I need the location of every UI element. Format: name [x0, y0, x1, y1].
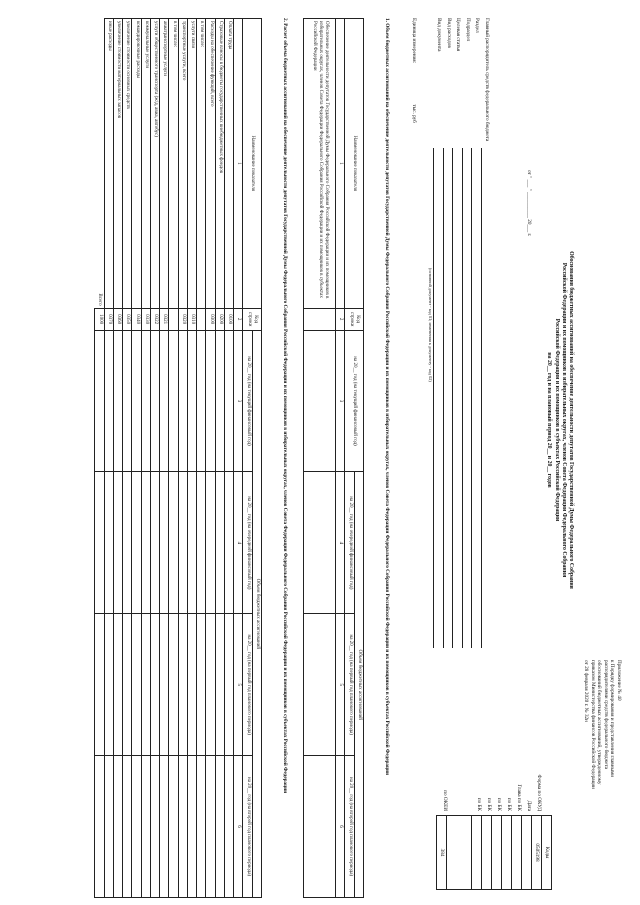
- table-cell: [95, 472, 104, 614]
- col-number: 3: [336, 330, 345, 472]
- title-line: Обоснования бюджетных ассигнований на обеспечение деятельности депутатов Государственной Думы Федерального Собрания: [568, 251, 574, 589]
- field-label: Подраздел: [465, 18, 471, 42]
- table-cell: [304, 472, 336, 614]
- codes-table: [436, 815, 552, 890]
- bk-label: по БК: [496, 797, 502, 811]
- table-cell: [188, 614, 197, 756]
- table-cell: [215, 472, 224, 614]
- unit-label: Единица измерения:: [411, 18, 418, 64]
- col-number: 5: [336, 614, 345, 756]
- table-row: [206, 19, 215, 898]
- table-cell: [123, 472, 132, 614]
- section1-table: [303, 18, 364, 898]
- table-cell: [206, 330, 215, 472]
- row-code: 0100: [225, 308, 234, 330]
- row-name: услуги связи: [188, 19, 197, 309]
- col-header-volume: Объем бюджетных ассигнований: [252, 330, 261, 897]
- glava-label: Глава по БК: [516, 784, 522, 811]
- field-label: Вид расходов: [446, 18, 452, 48]
- row-code: 0330: [141, 308, 150, 330]
- table-cell: [188, 330, 197, 472]
- field-label: Целевая статья: [455, 18, 462, 52]
- date-line: от " ___ " __________ 20___ г.: [526, 170, 532, 237]
- title-line: Российской Федерации и их помощников в избирательных округах, членов Совета Федерации Федерального Собрания: [560, 262, 567, 578]
- table-cell: [206, 472, 215, 614]
- field-line: [481, 148, 482, 648]
- section2-heading: 2. Расчет объема бюджетных ассигнований на обеспечение деятельности депутатов Государственной Думы Федерального Собрания Российской Федерации и их помощников в избирательных округах, членов Совета Федерации Федерального Собрания Российской Федерации и их помощников в субъектах Российской Федерации: [282, 18, 288, 794]
- field-row: [452, 18, 462, 438]
- table-cell: [141, 330, 150, 472]
- table-cell: [132, 330, 141, 472]
- code-cell: [447, 816, 472, 890]
- doc-caption: (основной документ - код 01; изменения к документу - код 02): [428, 268, 433, 382]
- table-cell: [104, 330, 113, 472]
- table-row: [178, 19, 187, 898]
- table-cell: [114, 614, 123, 756]
- col-header-y4: на 20__ год (на второй год планового периода): [345, 756, 354, 898]
- table-cell: [123, 756, 132, 898]
- table-cell: [104, 614, 113, 756]
- appendix-line: распорядителями средств федерального бюджета: [603, 660, 609, 769]
- table-cell: [304, 330, 336, 472]
- table-cell: [114, 330, 123, 472]
- table-cell: [151, 614, 160, 756]
- table-cell: [178, 330, 187, 472]
- field-row: [443, 18, 453, 438]
- table-cell: [169, 330, 178, 472]
- table-cell: [151, 330, 160, 472]
- title-line: Российской Федерации и их помощников в субъектах Российской Федерации: [553, 318, 560, 522]
- table-cell: [206, 614, 215, 756]
- table-cell: [141, 756, 150, 898]
- field-row: [433, 18, 443, 438]
- appendix-note: [583, 660, 622, 890]
- codes-header: Коды: [542, 816, 552, 890]
- table-cell: [304, 756, 336, 898]
- okud-label: Форма по ОКУД: [536, 774, 542, 811]
- table-cell: [178, 472, 187, 614]
- table-cell: [160, 614, 169, 756]
- table-cell: [169, 614, 178, 756]
- okei-label: по ОКЕИ: [442, 790, 448, 811]
- col-number: 2: [234, 308, 243, 330]
- field-row: [471, 18, 481, 438]
- table-row: [114, 19, 123, 898]
- row-name: авиатранспортные услуги: [160, 19, 169, 309]
- table-cell: [188, 472, 197, 614]
- table-cell: [160, 472, 169, 614]
- appendix-line: Приложение № 40: [616, 660, 622, 701]
- col-header-name: Наименование показателя: [345, 19, 364, 309]
- bk-label: по БК: [476, 797, 482, 811]
- code-cell: [502, 816, 512, 890]
- row-name: иные расходы: [104, 19, 113, 309]
- col-header-code: Код строки: [243, 308, 262, 330]
- col-number: 4: [336, 472, 345, 614]
- table-cell: [225, 472, 234, 614]
- document-title: [545, 100, 574, 740]
- table-cell: [95, 330, 104, 472]
- row-code: 0321: [160, 308, 169, 330]
- table-row: [197, 19, 206, 898]
- title-line: на 20__ год и на плановый период 20__ и 20__ годов: [546, 352, 553, 488]
- table-cell: [197, 472, 206, 614]
- table-cell: [104, 756, 113, 898]
- col-number: 4: [234, 472, 243, 614]
- field-row: [481, 18, 491, 438]
- col-header-y2: на 20__ год (на очередной финансовый год): [345, 472, 354, 614]
- unit-row: [408, 18, 418, 438]
- col-number: 6: [234, 756, 243, 898]
- col-header-y1: на 20__ год (на текущий финансовый год): [243, 330, 252, 472]
- table-cell: [141, 614, 150, 756]
- col-header-y2: на 20__ год (на очередной финансовый год): [243, 472, 252, 614]
- table-cell: [215, 756, 224, 898]
- table-cell: [132, 472, 141, 614]
- table-cell: [304, 614, 336, 756]
- appendix-line: приказом Министерства финансов Российской Федерации: [590, 660, 596, 789]
- table-cell: [225, 330, 234, 472]
- code-cell: [482, 816, 492, 890]
- col-number: 1: [234, 19, 243, 309]
- code-labels: [438, 725, 542, 811]
- col-header-y1: на 20__ год (на текущий финансовый год): [345, 330, 364, 472]
- section2-table: [95, 18, 263, 898]
- field-line: [453, 148, 454, 648]
- row-name: коммунальные услуги: [141, 19, 150, 309]
- row-code: 0350: [123, 308, 132, 330]
- row-code: 0360: [114, 308, 123, 330]
- table-cell: [104, 472, 113, 614]
- table-cell: [160, 330, 169, 472]
- table-cell: [178, 614, 187, 756]
- code-cell: [472, 816, 482, 890]
- table-cell: [114, 472, 123, 614]
- table-cell: [188, 756, 197, 898]
- table-cell: [197, 756, 206, 898]
- table-cell: [95, 756, 104, 898]
- row-name: Оплата труда: [225, 19, 234, 309]
- row-code: 0300: [206, 308, 215, 330]
- table-row: [104, 19, 113, 898]
- table-cell: [151, 756, 160, 898]
- table-cell: [215, 614, 224, 756]
- bk-label: по БК: [506, 797, 512, 811]
- table-cell: [169, 756, 178, 898]
- table-cell: [206, 756, 215, 898]
- field-line: [443, 148, 444, 648]
- total-row: [95, 19, 104, 898]
- table-cell: [225, 756, 234, 898]
- row-name: услуги общественного транспорта (ж/д, авиа, автобус): [151, 19, 160, 309]
- row-name: в том числе:: [169, 19, 178, 309]
- table-cell: [141, 472, 150, 614]
- total-code: 1000: [95, 308, 104, 330]
- row-code: 0370: [104, 308, 113, 330]
- table-row: [123, 19, 132, 898]
- table-cell: [123, 330, 132, 472]
- table-row: [151, 19, 160, 898]
- table-cell: [151, 472, 160, 614]
- code-cell: [492, 816, 502, 890]
- field-label: Раздел: [474, 18, 481, 33]
- row-code: 0322: [151, 308, 160, 330]
- table-cell: [304, 308, 336, 330]
- field-row: [462, 18, 472, 438]
- table-cell: [132, 756, 141, 898]
- table-row: [215, 19, 224, 898]
- field-line: [462, 148, 463, 648]
- row-code: [169, 308, 178, 330]
- table-row-name: Обеспечение деятельности депутатов Государственной Думы Федерального Собрания Российской Федерации и их помощников в избирательных округах, членов Совета Федерации Федерального Собрания Российской Федерации и их помощников в субъектах Российской Федерации: [304, 19, 336, 309]
- total-label: Всего: [97, 293, 103, 306]
- table-cell: [225, 614, 234, 756]
- row-name: Страховые взносы в бюджеты государственных внебюджетных фондов: [215, 19, 224, 309]
- col-number: 3: [234, 330, 243, 472]
- row-name: транспортные услуги, всего: [178, 19, 187, 309]
- row-name: командировочные расходы: [132, 19, 141, 309]
- row-name: в том числе:: [197, 19, 206, 309]
- field-line: [434, 148, 435, 648]
- col-number: 1: [336, 19, 345, 309]
- table-cell: [178, 756, 187, 898]
- row-name: Расходы на обеспечение функций, всего: [206, 19, 215, 309]
- table-cell: [197, 330, 206, 472]
- code-cell: [512, 816, 522, 890]
- appendix-line: обоснований бюджетных ассигнований, утвержденному: [596, 660, 603, 785]
- row-code: 0320: [178, 308, 187, 330]
- appendix-line: от 28 февраля 2020 г. № 32н: [583, 660, 590, 722]
- col-header-y3: на 20__ год (на первый год планового периода): [243, 614, 252, 756]
- field-line: [472, 148, 473, 648]
- table-row: [169, 19, 178, 898]
- table-cell: [123, 614, 132, 756]
- row-name: увеличение стоимости основных средств: [123, 19, 132, 309]
- col-number: 6: [336, 756, 345, 898]
- header-fields: [408, 18, 490, 438]
- col-number: 5: [234, 614, 243, 756]
- table-cell: [169, 472, 178, 614]
- table-cell: [197, 614, 206, 756]
- col-header-y4: на 20__ год (на второй год планового периода): [243, 756, 252, 898]
- okud-value: 0505198: [532, 816, 542, 890]
- okei-value: 384: [437, 816, 447, 890]
- row-code: 0310: [188, 308, 197, 330]
- field-label: Вид документа: [436, 18, 443, 52]
- row-code: 0200: [215, 308, 224, 330]
- date-label: Дата: [526, 800, 532, 811]
- row-code: 0340: [132, 308, 141, 330]
- col-header-volume: Объем бюджетных ассигнований: [354, 472, 363, 898]
- section1-heading: 1. Объем бюджетных ассигнований на обеспечение деятельности депутатов Государственной Думы Федерального Собрания Российской Федерации и их помощников в избирательных округах, членов Совета Федерации Федерального Собрания Российской Федерации и их помощников в субъектах Российской Федерации: [384, 18, 390, 775]
- unit-value: тыс. руб: [411, 104, 418, 123]
- col-header-y3: на 20__ год (на первый год планового периода): [345, 614, 354, 756]
- appendix-line: к Порядку формирования и представления главными: [609, 660, 616, 778]
- col-number: 2: [336, 308, 345, 330]
- table-row: [132, 19, 141, 898]
- col-header-code: Код строки: [345, 308, 364, 330]
- row-name: увеличение стоимости материальных запасов: [114, 19, 123, 309]
- row-code: [197, 308, 206, 330]
- table-cell: [132, 614, 141, 756]
- table-row: [141, 19, 150, 898]
- table-cell: [95, 614, 104, 756]
- table-row: [160, 19, 169, 898]
- code-cell: [522, 816, 532, 890]
- col-header-name: Наименование показателя: [243, 19, 262, 309]
- table-cell: [114, 756, 123, 898]
- field-label: Главный распорядитель средств федерального бюджета: [484, 18, 490, 142]
- table-row: [225, 19, 234, 898]
- table-row: [188, 19, 197, 898]
- table-cell: [160, 756, 169, 898]
- bk-label: по БК: [486, 797, 492, 811]
- table-cell: [215, 330, 224, 472]
